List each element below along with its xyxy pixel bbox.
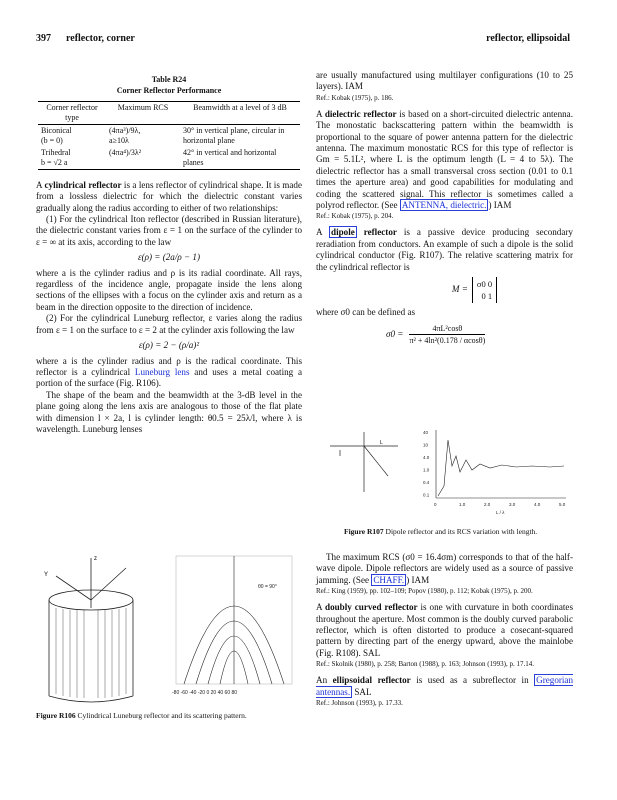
table-row [38, 147, 300, 170]
term-dielectric-reflector: dielectric reflector [324, 108, 397, 119]
scattering-matrix [376, 277, 573, 303]
paragraph-dielectric: A dielectric reflector is based on a short-circuited dielectric antenna. The monostatic backscattering pattern within the beamwidth is proportional to the square of power antenna pattern for the dielectric antenna. The maximum monostatic RCS for this type of reflector is Gm = 5.1L², where L is the optimum length (L = 4 to 5λ). The dielectric reflector has a small transversal cross section (0.01 to 0.1 times the aperture area) and good capabilities for modulating and coding the scattered signal. This reflector is sometimes called a polyrod reflector. (See ANTENNA, dielectric. ) IAM [316, 108, 573, 211]
y-tick-label: 10 [423, 442, 429, 448]
paragraph-doubly-curved: A doubly curved reflector is one with curvature in both coordinates throughout the aperture. Most common is the doubly curved parabolic reflector, which is often distorted to produce a cosecant-squared pattern by directing part of the energy upward, above the mainlobe (Fig. R108). SAL [316, 602, 573, 658]
matrix-row: 0 1 [481, 291, 493, 302]
paragraph: where σ0 can be defined as [316, 307, 416, 318]
page-number: 397 [36, 33, 51, 44]
y-tick-label: 0.1 [423, 492, 430, 498]
y-tick-label: 4.0 [423, 455, 430, 460]
figure-r107-caption: Figure R107 Dipole reflector and its RCS variation with length. [344, 527, 538, 536]
axis-label-z: z [94, 556, 97, 562]
x-axis-label: L / λ [496, 510, 505, 515]
dipole-drawing [330, 432, 398, 492]
equation-sigma: σ0 = $\frac{\text{4πL²cosθ}}{\text{π² + 4ln²(0.178 / αcosθ)}}$ [386, 323, 486, 345]
paragraph: (2) For the cylindrical Luneburg reflector, ε varies along the radius from ε = 1 on the surface to ε = 2 at the cylinder axis following the law [36, 313, 302, 335]
table-cell: (b = 0) [41, 135, 63, 145]
y-tick-label: 0.4 [423, 480, 430, 485]
link-gregorian-antennas[interactable]: Gregorian antennas. [316, 675, 574, 697]
reference: Ref.: Kobak (1975), p. 186. [316, 93, 394, 102]
link-luneburg-lens[interactable]: Luneburg lens [134, 366, 190, 377]
paragraph-ellipsoidal: An ellipsoidal reflector is used as a subreflector in Gregorian antennas. SAL [316, 675, 574, 697]
reference: Ref.: Skolnik (1980), p. 258; Barton (1988), p. 163; Johnson (1993), p. 17.14. [316, 660, 534, 669]
matrix-label: M = [451, 284, 468, 295]
y-tick-label: 40 [423, 430, 429, 435]
figure-r107 [320, 426, 572, 518]
x-tick-label: 1.0 [459, 502, 466, 507]
x-tick-label: 4.0 [534, 502, 541, 507]
equation-denominator: π² + 4ln²(0.178 / αcosθ) [409, 335, 486, 345]
table-cell: 30° in vertical plane, circular in horizontal plane [183, 125, 285, 145]
x-tick-label: 2.0 [484, 502, 491, 507]
paragraph: where a is the cylinder radius and ρ is its radial coordinate. All rays, regardless of the incidence angle, propagate inside the lens along sections of the ellipses with a focus on the cylinder axis and return as a beam in the direction opposite to the direction of incidence. [36, 267, 302, 312]
tick-label: -80 -60 -40 -20 0 20 40 60 80 [172, 690, 238, 696]
reference: Ref.: King (1959), pp. 102–109; Popov (1980), p. 112; Kobak (1975), p. 200. [316, 587, 533, 596]
paragraph: The maximum RCS (σ0 = 16.4σm) corresponds to that of the half-wave dipole. Dipole reflectors are widely used as a source of passive jamming. (See CHAFF. ) IAM [316, 552, 573, 585]
table-cell: (4πa⁴)/3λ² [109, 147, 142, 157]
paragraph: are usually manufactured using multilayer configurations (10 to 25 layers). IAM [316, 70, 573, 92]
paragraph: where a is the cylinder radius and ρ is the radical coordinate. This reflector is a cylindrical Luneburg lens and uses a metal coating a portion of the surface (Fig. R106). [36, 355, 302, 389]
term-ellipsoidal-reflector: ellipsoidal reflector [332, 675, 411, 686]
dipole-label: L [380, 440, 383, 446]
x-tick-label: 0 [434, 502, 437, 507]
table-number: Table R24 [151, 75, 187, 84]
paragraph-dipole: A dipole reflector is a passive device producing secondary reradiation from conductors. An example of such a dipole is the solid cylindrical conductor (Fig. R107). The relative scattering matrix for the cylindrical reflector is [316, 227, 573, 272]
scattering-pattern [176, 556, 292, 684]
table-cell: a≥10λ [109, 135, 129, 145]
rcs-plot [436, 430, 566, 498]
paragraph: (1) For the cylindrical Iton reflector (described in Russian literature), the dielectric constant varies from ε = 1 on the surface of the cylinder to ε = ∞ at its axis, according to the law [36, 214, 302, 247]
paragraph: The shape of the beam and the beamwidth at the 3-dB level in the plane going along the lens axis are analogous to those of the flat plate with dimension l × 2a, l is cylinder length: θ0.5 = 25λ/l, where λ is wavelength. Luneburg lenses [36, 389, 302, 434]
right-column-lower [316, 552, 573, 708]
figure-r106-caption: Figure R106 Cylindrical Luneburg reflector and its scattering pattern. [36, 711, 247, 720]
table-cell: b = √2 a [41, 157, 68, 167]
term-reflector: reflector [363, 227, 397, 238]
right-column [316, 70, 573, 346]
term-doubly-curved-reflector: doubly curved reflector [325, 602, 418, 613]
table-header: Corner reflector type [38, 101, 106, 124]
table-title: Corner Reflector Performance [116, 86, 222, 96]
reference: Ref.: Kobak (1975), p. 204. [316, 212, 394, 221]
equation-numerator: 4πL²cosθ [409, 323, 485, 335]
cylinder-drawing [49, 558, 133, 702]
left-running-title: reflector, corner [66, 33, 135, 44]
x-tick-label: 3.0 [509, 502, 516, 507]
term-cylindrical-reflector: cylindrical reflector [44, 179, 122, 190]
right-running-title: reflector, ellipsoidal [486, 33, 570, 44]
y-tick-label: 1.0 [423, 467, 430, 473]
axis-label: Y [44, 572, 49, 578]
plot-annotation: θ0 = 90° [258, 584, 277, 590]
left-column [36, 74, 302, 435]
reference: Ref.: Johnson (1993), p. 17.33. [316, 699, 403, 708]
paragraph-cylindrical: A cylindrical reflector is a lens reflector of cylindrical shape. It is made from a lossless dielectric for which the dielectric constant varies gradually along the radius according to either of two relationships: [36, 179, 302, 213]
table-cell: (4πa³)/9λ, [109, 125, 141, 135]
figure-r106 [36, 548, 298, 708]
link-dipole[interactable]: dipole [331, 227, 355, 238]
link-antenna-dielectric[interactable]: ANTENNA, dielectric. [401, 200, 487, 211]
table-row [38, 124, 300, 147]
corner-reflector-table [38, 101, 300, 170]
equation-luneburg: ε(ρ) = 2 − (ρ/a)² [138, 340, 200, 351]
table-cell: Biconical [41, 125, 72, 135]
table-cell: 42° in vertical and horizontal planes [183, 147, 277, 167]
link-chaff[interactable]: CHAFF. [373, 574, 405, 585]
table-cell: Trihedral [41, 147, 71, 157]
x-tick-label: 5.0 [559, 502, 566, 507]
table-header: Beamwidth at a level of 3 dB [180, 101, 300, 124]
equation-iton: ε(ρ) = (2a/ρ − 1) [138, 252, 200, 263]
matrix-row: σ0 0 [476, 279, 493, 290]
table-header: Maximum RCS [106, 101, 180, 124]
